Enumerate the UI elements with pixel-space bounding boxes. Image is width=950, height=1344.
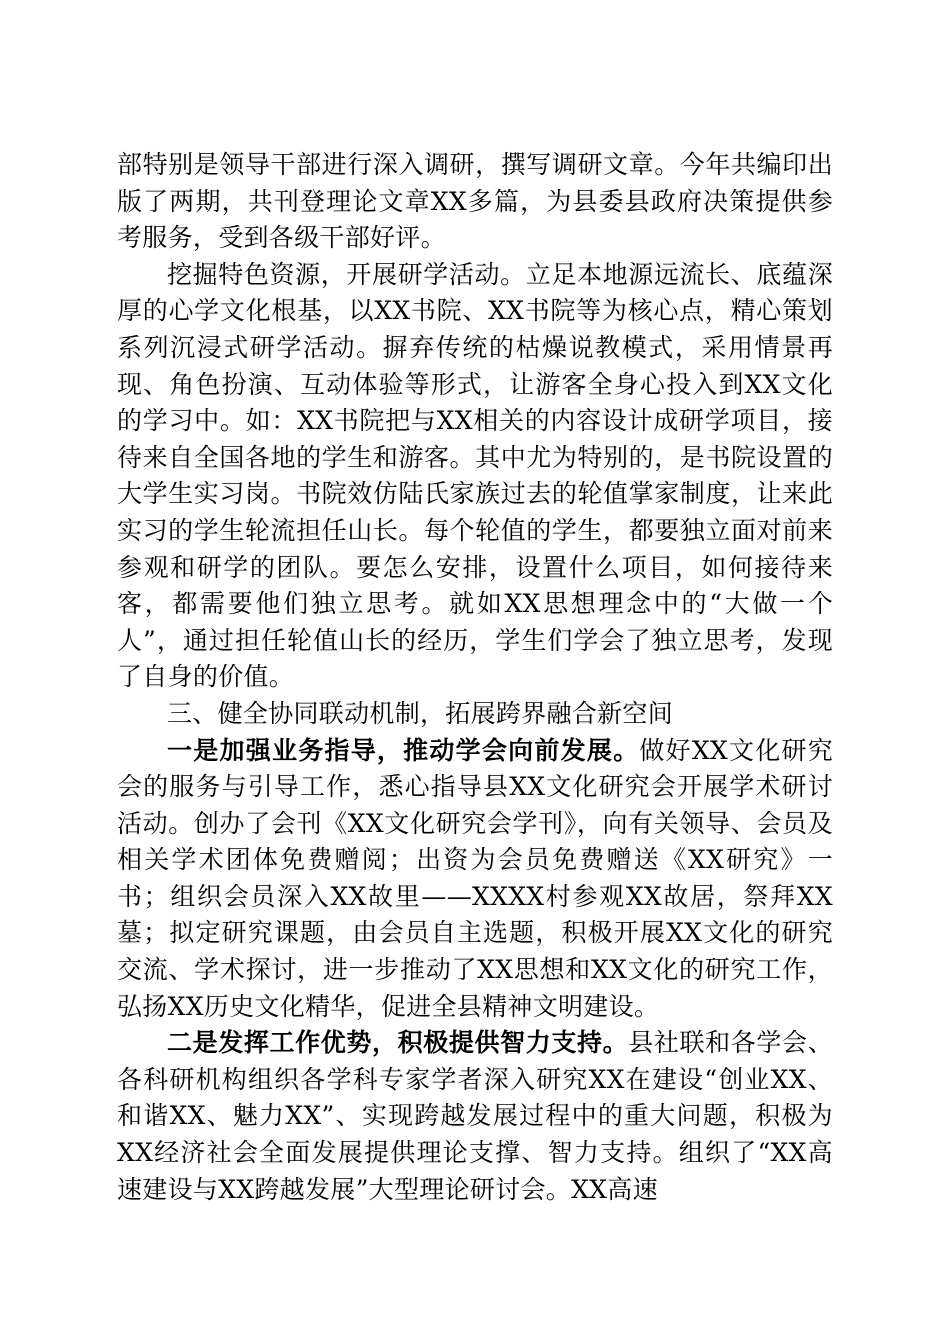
document-body bbox=[117, 147, 833, 1208]
research-activities-paragraph bbox=[117, 257, 833, 696]
intellectual-support-paragraph bbox=[117, 1025, 833, 1208]
paragraph-text: 部特别是领导干部进行深入调研，撰写调研文章。今年共编印出版了两期，共刊登理论文章XX多篇，为县委县政府决策提供参考服务，受到各级干部好评。 bbox=[117, 150, 833, 253]
heading-text: 三、健全协同联动机制，拓展跨界融合新空间 bbox=[167, 698, 674, 728]
guidance-paragraph bbox=[117, 733, 833, 1026]
paragraph-lead-bold: 二是发挥工作优势，积极提供智力支持。 bbox=[167, 1028, 629, 1058]
paragraph-text: 县社联和各学会、各科研机构组织各学科专家学者深入研究XX在建设“创业XX、和谐XX、魅力XX”、实现跨越发展过程中的重大问题，积极为XX经济社会全面发展提供理论支撑、智力支持。组织了“XX高速建设与XX跨越发展”大型理论研讨会。XX高速 bbox=[117, 1028, 833, 1204]
section-heading-3 bbox=[117, 696, 833, 733]
continued-paragraph bbox=[117, 147, 833, 257]
paragraph-text: 挖掘特色资源，开展研学活动。立足本地源远流长、底蕴深厚的心学文化根基，以XX书院、XX书院等为核心点，精心策划系列沉浸式研学活动。摒弃传统的枯燥说教模式，采用情景再现、角色扮演、互动体验等形式，让游客全身心投入到XX文化的学习中。如：XX书院把与XX相关的内容设计成研学项目，接待来自全国各地的学生和游客。其中尤为特别的，是书院设置的大学生实习岗。书院效仿陆氏家族过去的轮值掌家制度，让来此实习的学生轮流担任山长。每个轮值的学生，都要独立面对前来参观和研学的团队。要怎么安排，设置什么项目，如何接待来客，都需要他们独立思考。就如XX思想理念中的“大做一个人”，通过担任轮值山长的经历，学生们学会了独立思考，发现了自身的价值。 bbox=[117, 259, 833, 692]
paragraph-text: 做好XX文化研究会的服务与引导工作，悉心指导县XX文化研究会开展学术研讨活动。创办了会刊《XX文化研究会学刊》，向有关领导、会员及相关学术团体免费赠阅；出资为会员免费赠送《XX研究》一书；组织会员深入XX故里——XXXX村参观XX故居，祭拜XX墓；拟定研究课题，由会员自主选题，积极开展XX文化的研究交流、学术探讨，进一步推动了XX思想和XX文化的研究工作，弘扬XX历史文化精华，促进全县精神文明建设。 bbox=[117, 735, 834, 1021]
paragraph-lead-bold: 一是加强业务指导，推动学会向前发展。 bbox=[167, 735, 640, 765]
